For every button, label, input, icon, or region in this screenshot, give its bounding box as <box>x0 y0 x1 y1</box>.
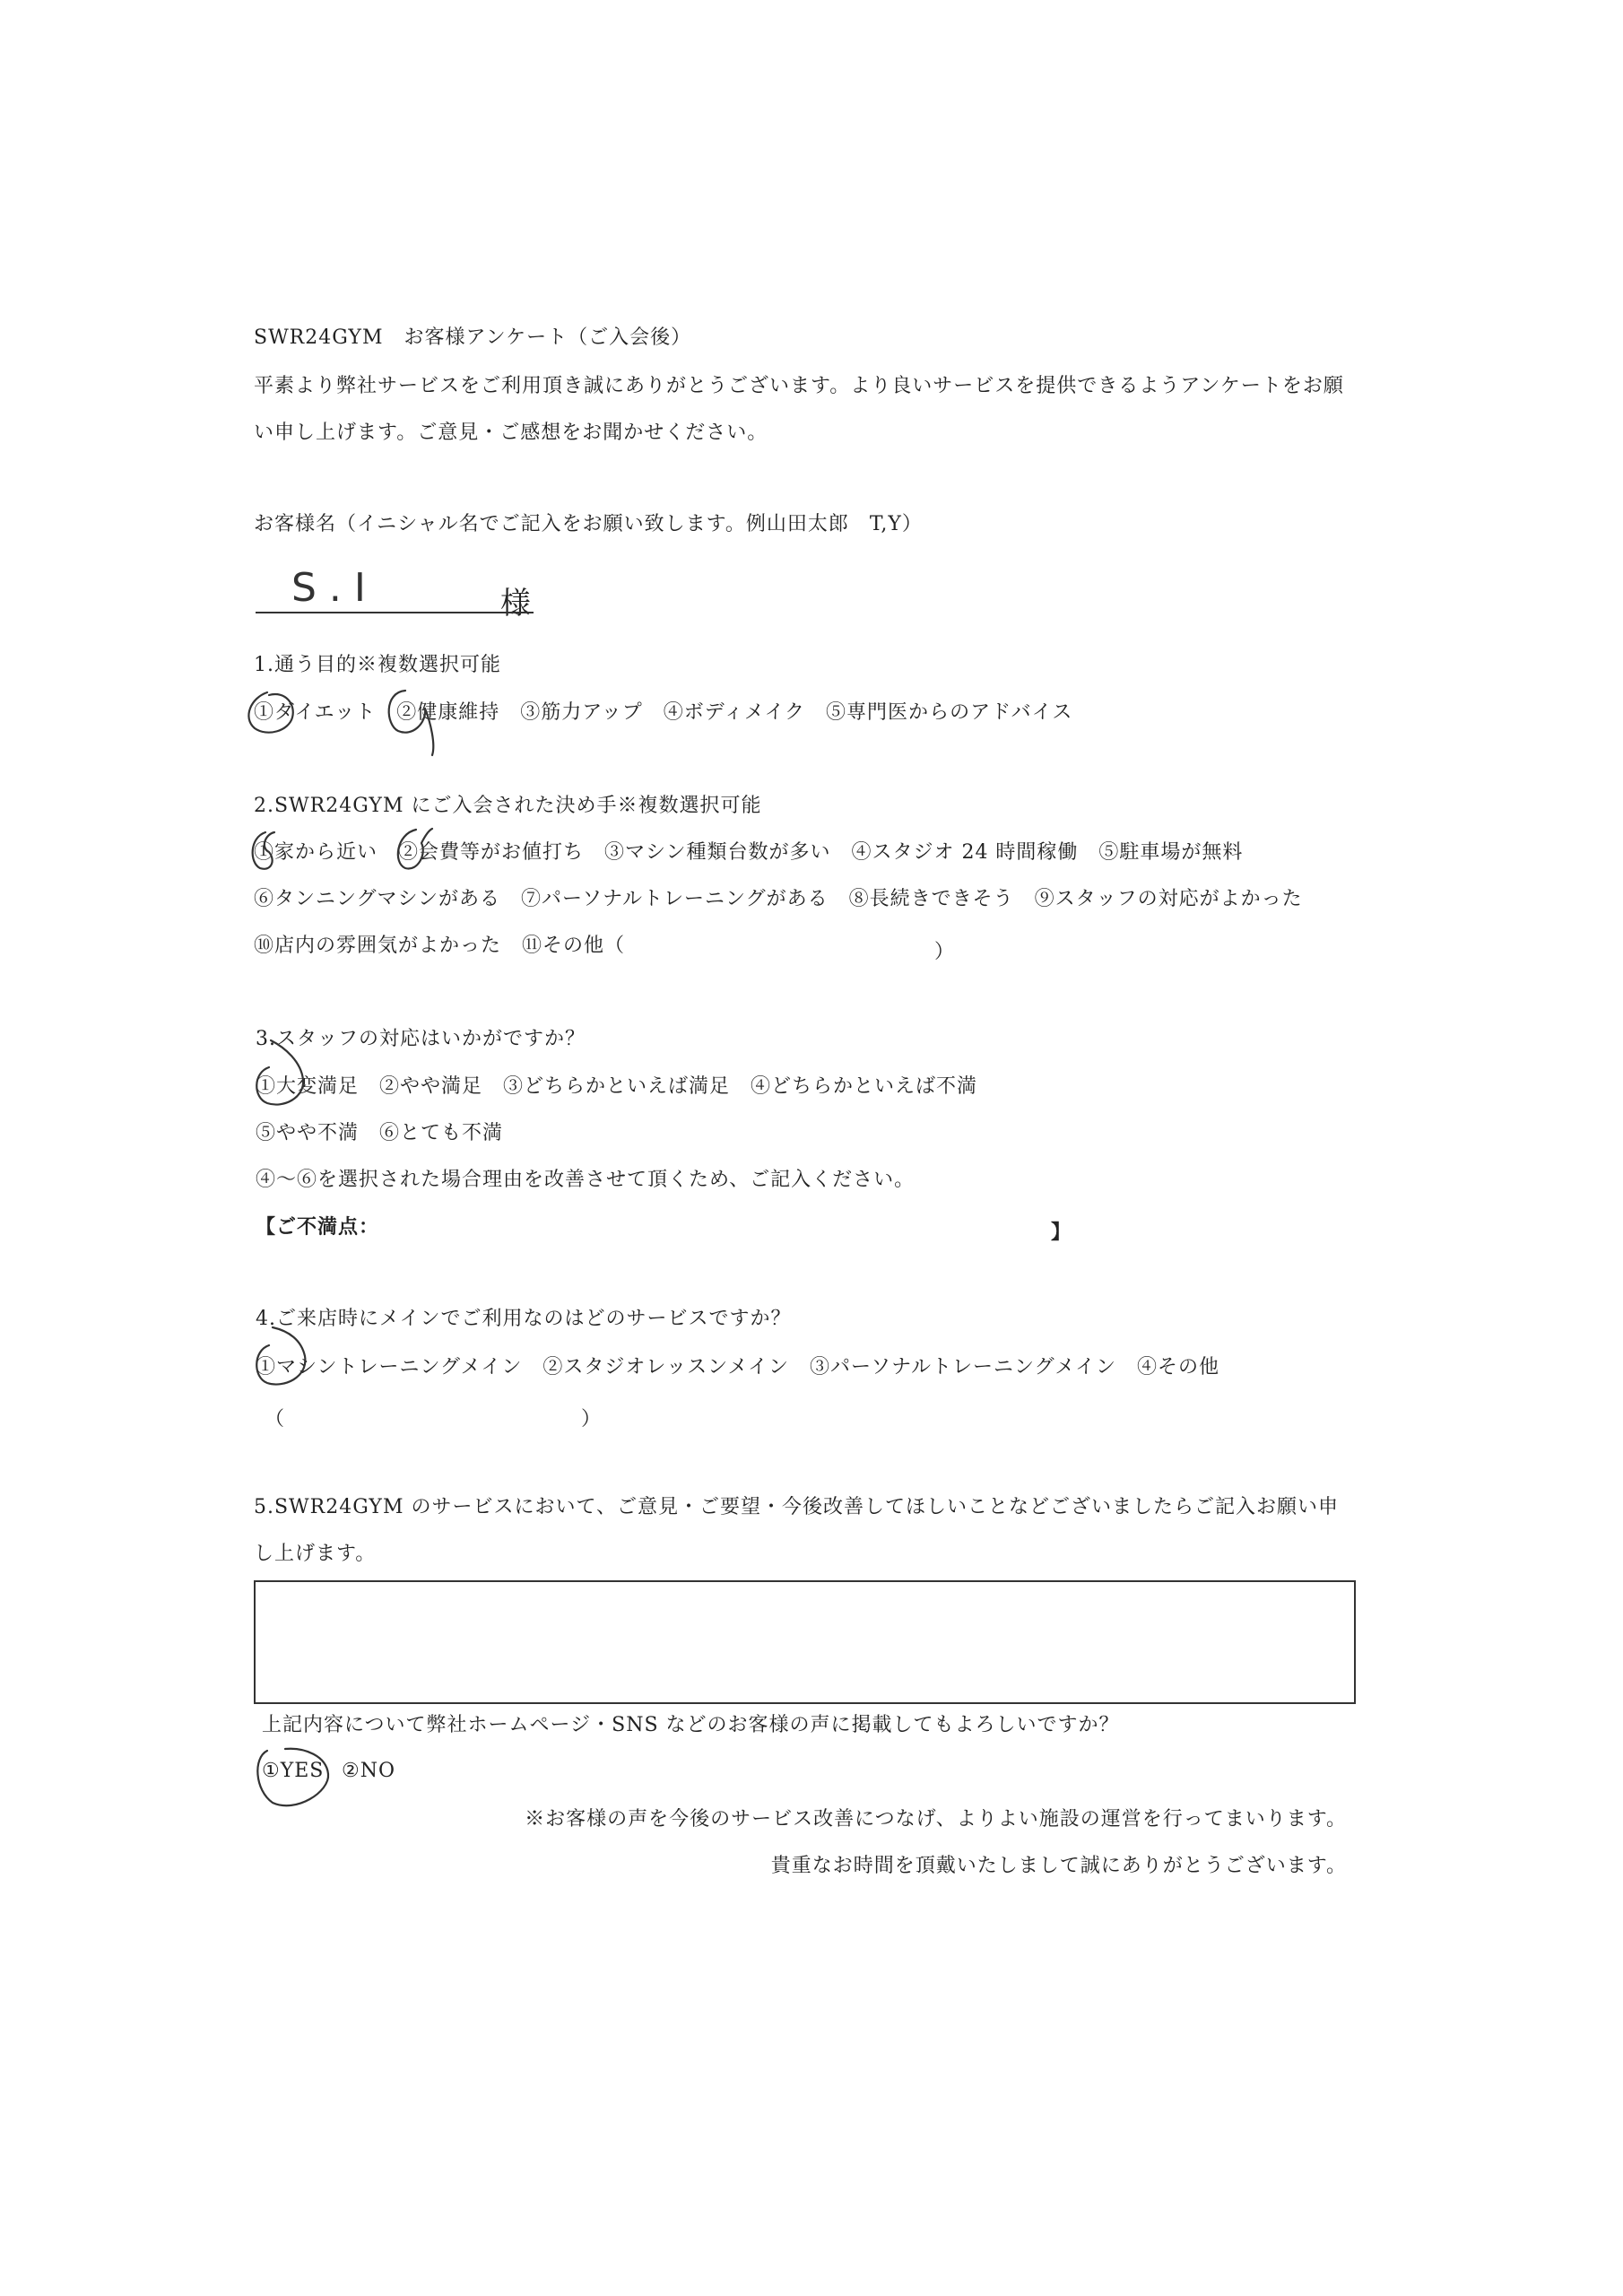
closing-line-2: 貴重なお時間を頂戴いたしまして誠にありがとうございます。 <box>770 1855 1347 1877</box>
q3-complaint-close: 】 <box>1051 1221 1072 1244</box>
q3-note: ④〜⑥を選択された場合理由を改善させて頂くため、ご記入ください。 <box>256 1169 916 1191</box>
q2-options-line-3: ⑩店内の雰囲気がよかった ⑪その他（ <box>254 935 626 957</box>
q3-options-line-2: ⑤やや不満 ⑥とても不満 <box>256 1122 504 1144</box>
intro-line-1: 平素より弊社サービスをご利用頂き誠にありがとうございます。より良いサービスを提供できるようアンケートをお願 <box>254 375 1344 397</box>
publish-yes-option: ①YES <box>262 1760 325 1782</box>
closing-line-1: ※お客様の声を今後のサービス改善につなげ、よりよい施設の運営を行ってまいります。 <box>525 1808 1347 1831</box>
q1-options: ①ダイエット ②健康維持 ③筋力アップ ④ボディメイク ⑤専門医からのアドバイス <box>254 701 1073 724</box>
q5-text-line-2: し上げます。 <box>254 1543 377 1565</box>
q4-title: 4.ご来店時にメインでご利用なのはどのサービスですか？ <box>256 1308 792 1330</box>
intro-line-2: い申し上げます。ご意見・ご感想をお聞かせください。 <box>254 422 768 444</box>
q5-text-line-1: 5.SWR24GYM のサービスにおいて、ご意見・ご要望・今後改善してほしいことなどございましたらご記入お願い申 <box>254 1496 1340 1518</box>
customer-name-label: お客様名（イニシャル名でご記入をお願い致します。例山田太郎 T,Y） <box>254 513 923 535</box>
publish-no-option: ②NO <box>342 1760 396 1782</box>
q5-comment-box <box>254 1580 1356 1704</box>
customer-name-value: S . I <box>291 565 366 611</box>
q3-complaint-label: 【ご不満点： <box>256 1215 380 1239</box>
q4-other-close: ） <box>581 1408 602 1431</box>
q2-options-line-2: ⑥タンニングマシンがある ⑦パーソナルトレーニングがある ⑧長続きできそう ⑨スタッフの対応がよかった <box>254 888 1303 910</box>
q4-other-open: （ <box>265 1408 285 1431</box>
q1-title: 1.通う目的※複数選択可能 <box>254 654 501 676</box>
q2-other-close: ） <box>934 941 955 963</box>
customer-name-underline <box>256 612 534 613</box>
publish-question: 上記内容について弊社ホームページ・SNS などのお客様の声に掲載してもよろしいですか？ <box>262 1714 1120 1736</box>
q2-options-line-1: ①家から近い ②会費等がお値打ち ③マシン種類台数が多い ④スタジオ 24 時間稼働 ⑤駐車場が無料 <box>254 841 1244 864</box>
q3-options-line-1: ①大変満足 ②やや満足 ③どちらかといえば満足 ④どちらかといえば不満 <box>256 1075 978 1098</box>
survey-title: SWR24GYM お客様アンケート（ご入会後） <box>254 326 692 349</box>
q4-options: ①マシントレーニングメイン ②スタジオレッスンメイン ③パーソナルトレーニングメイン ④その他 <box>256 1356 1219 1378</box>
customer-name-suffix: 様 <box>500 586 531 622</box>
q2-title: 2.SWR24GYM にご入会された決め手※複数選択可能 <box>254 795 762 817</box>
q3-title: 3.スタッフの対応はいかがですか？ <box>256 1028 586 1050</box>
